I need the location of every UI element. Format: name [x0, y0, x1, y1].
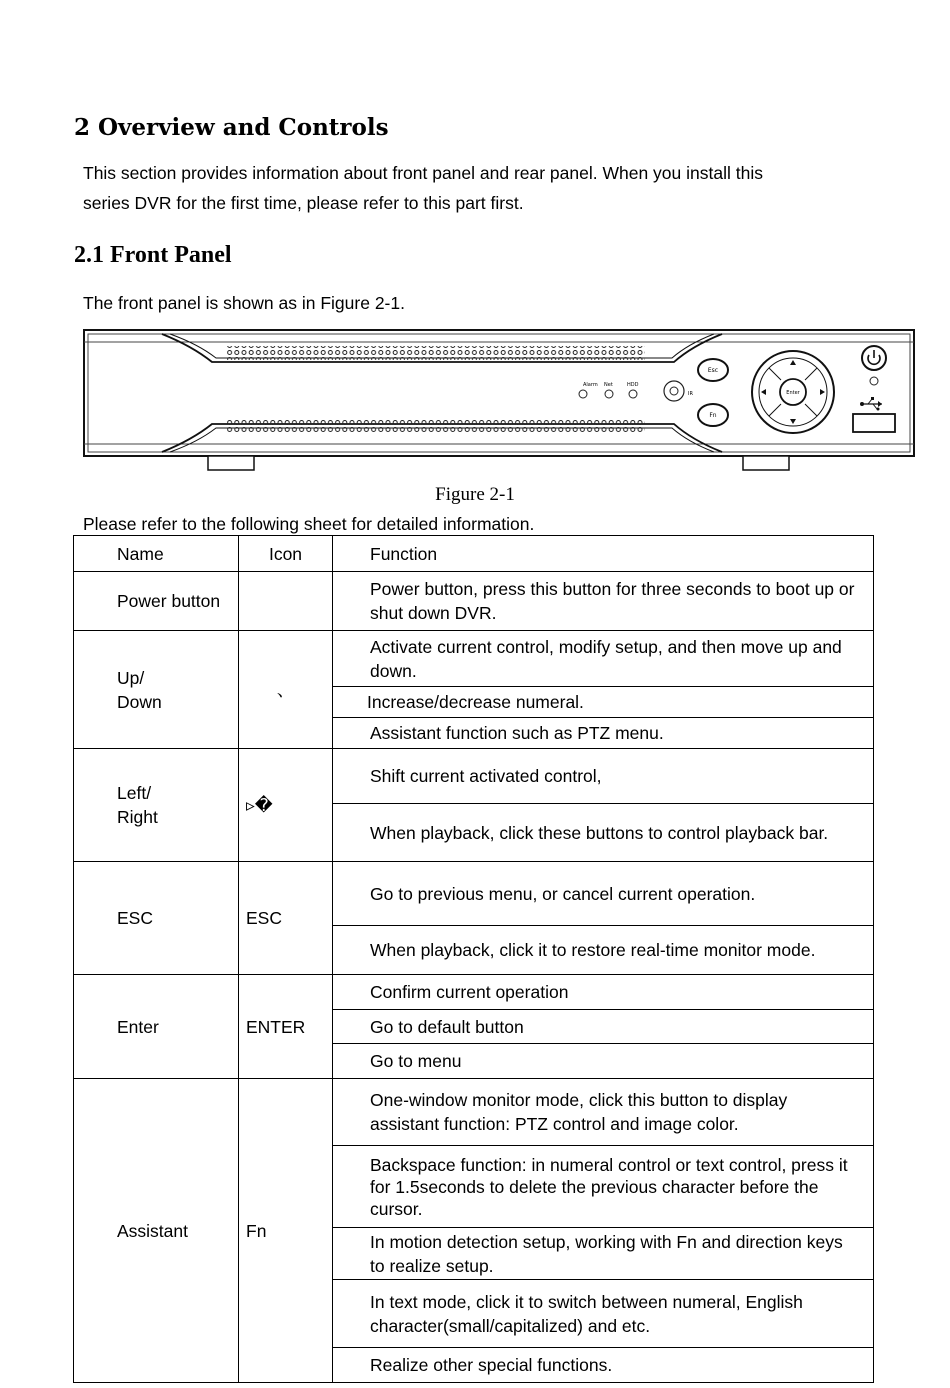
table-row [74, 862, 874, 926]
table-row [74, 749, 874, 804]
row-function: Assistant function such as PTZ menu. [333, 718, 874, 749]
fn-button-label: Fn [709, 412, 717, 419]
row-icon: 、 [239, 631, 333, 749]
section-intro-line1: This section provides information about front panel and rear panel. When you install this [83, 163, 763, 183]
sheet-intro: Please refer to the following sheet for detailed information. [83, 514, 535, 534]
section-heading: 2 Overview and Controls [74, 114, 389, 141]
row-name-line: Up/ [117, 667, 145, 688]
ir-label: IR [688, 391, 693, 397]
row-function: One-window monitor mode, click this button to display assistant function: PTZ control and image color. [333, 1079, 874, 1146]
bottom-vent-holes [227, 420, 645, 434]
row-function: Go to menu [333, 1044, 874, 1079]
net-led-label: Net [604, 382, 613, 388]
row-icon: ▹� [239, 749, 333, 862]
left-foot [208, 456, 254, 470]
row-function: Go to default button [333, 1010, 874, 1044]
power-led [870, 377, 878, 385]
row-function: Backspace function: in numeral control or text control, press it for 1.5seconds to delete the previous character before the cursor. [333, 1146, 874, 1228]
row-icon [239, 572, 333, 631]
row-function: Realize other special functions. [333, 1348, 874, 1383]
row-function: In text mode, click it to switch between numeral, English character(small/capitalized) and etc. [333, 1280, 874, 1348]
top-vent-holes [227, 346, 645, 360]
header-function: Function [333, 536, 874, 572]
row-function: Power button, press this button for three seconds to boot up or shut down DVR. [333, 572, 874, 631]
row-name [74, 631, 239, 749]
row-icon: Fn [239, 1079, 333, 1383]
esc-button-label: Esc [707, 367, 719, 374]
alarm-led-label: Alarm [583, 382, 598, 388]
controls-table [73, 535, 874, 1383]
row-icon: ESC [239, 862, 333, 975]
row-function: Confirm current operation [333, 975, 874, 1010]
table-row [74, 975, 874, 1010]
header-name: Name [74, 536, 239, 572]
alarm-led [579, 390, 587, 398]
subsection-heading: 2.1 Front Panel [74, 242, 232, 268]
table-row [74, 1079, 874, 1146]
header-icon: Icon [239, 536, 333, 572]
hdd-led [629, 390, 637, 398]
section-intro-line2: series DVR for the first time, please refer to this part first. [83, 193, 524, 213]
row-name-line: Left/ [117, 783, 152, 803]
row-function: Shift current activated control, [333, 749, 874, 804]
row-icon: ENTER [239, 975, 333, 1079]
dvr-front-panel-figure [82, 328, 916, 474]
hdd-led-label: HDD [627, 382, 639, 388]
row-function: When playback, click these buttons to control playback bar. [333, 804, 874, 862]
enter-button-label: Enter [786, 390, 800, 396]
right-foot [743, 456, 789, 470]
table-row [74, 572, 874, 631]
row-name [74, 749, 239, 862]
row-function: Activate current control, modify setup, and then move up and down. [333, 631, 874, 687]
row-name: Assistant [74, 1079, 239, 1383]
table-header-row [74, 536, 874, 572]
row-function: Go to previous menu, or cancel current operation. [333, 862, 874, 926]
row-function: Increase/decrease numeral. [333, 687, 874, 718]
table-row [74, 631, 874, 687]
usb-port[interactable] [853, 414, 895, 432]
figure-caption: Figure 2-1 [435, 484, 515, 505]
row-name-line: Right [117, 807, 158, 827]
row-name: Enter [74, 975, 239, 1079]
net-led [605, 390, 613, 398]
row-name: ESC [74, 862, 239, 975]
subsection-intro: The front panel is shown as in Figure 2-1. [83, 293, 405, 313]
row-name-line: Down [117, 691, 162, 712]
row-function: When playback, click it to restore real-time monitor mode. [333, 926, 874, 975]
row-function: In motion detection setup, working with Fn and direction keys to realize setup. [333, 1228, 874, 1280]
row-name: Power button [74, 572, 239, 631]
